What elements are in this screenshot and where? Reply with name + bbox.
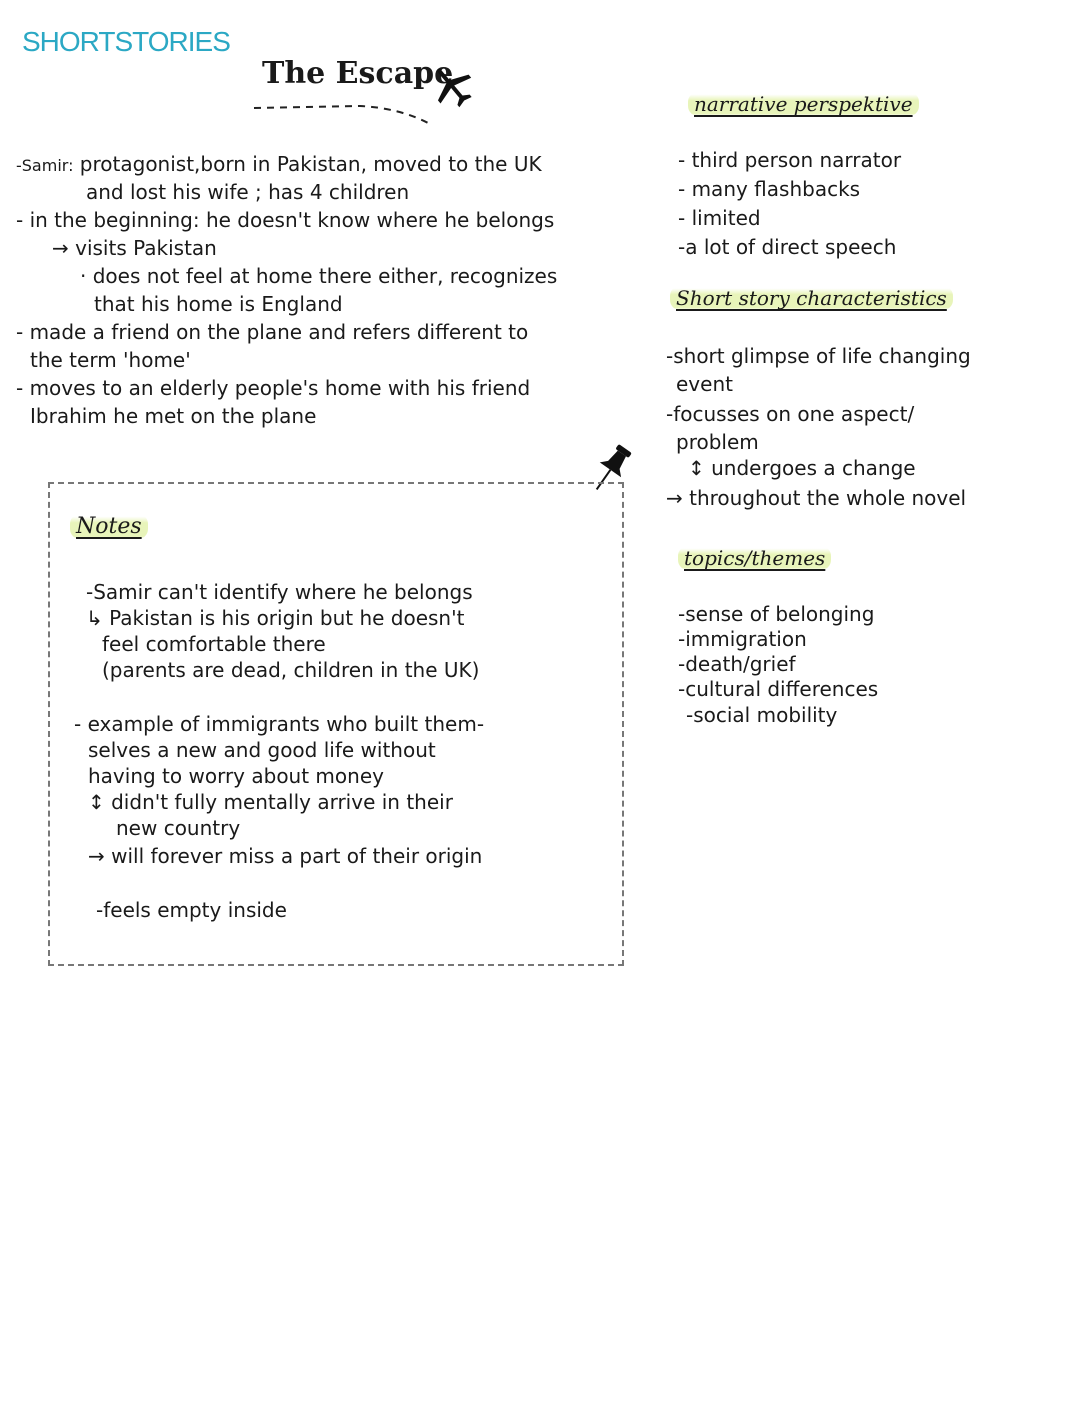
story-title: The Escape: [262, 56, 454, 91]
left-line-1: -Samir: protagonist,born in Pakistan, moved to the UK: [16, 152, 542, 176]
characteristics-line-6: → throughout the whole novel: [666, 486, 967, 510]
left-line-5: · does not feel at home there either, recognizes: [80, 264, 558, 288]
left-line-6: that his home is England: [94, 292, 343, 316]
notes-line-10: → will forever miss a part of their origin: [88, 844, 483, 868]
characteristics-heading: Short story characteristics: [670, 286, 953, 310]
characteristics-line-3: -focusses on one aspect/: [666, 402, 915, 426]
themes-heading: topics/themes: [678, 546, 831, 570]
narrative-line-1: - third person narrator: [678, 148, 902, 172]
left-line-3: - in the beginning: he doesn't know where he belongs: [16, 208, 555, 232]
themes-line-3: -death/grief: [678, 652, 796, 676]
left-line-7: - made a friend on the plane and refers different to: [16, 320, 529, 344]
left-line-10: Ibrahim he met on the plane: [30, 404, 317, 428]
characteristics-line-2: event: [676, 372, 733, 396]
notes-line-4: (parents are dead, children in the UK): [102, 658, 480, 682]
notes-heading: Notes: [70, 514, 148, 539]
airplane-icon: [428, 62, 476, 110]
narrative-line-2: - many flashbacks: [678, 177, 861, 201]
left-line-2: and lost his wife ; has 4 children: [86, 180, 410, 204]
notes-line-8: ↕ didn't fully mentally arrive in their: [88, 790, 453, 814]
left-line-9: - moves to an elderly people's home with his friend: [16, 376, 531, 400]
narrative-line-3: - limited: [678, 206, 761, 230]
themes-line-4: -cultural differences: [678, 677, 879, 701]
notes-line-1: -Samir can't identify where he belongs: [86, 580, 473, 604]
notes-line-2: ↳ Pakistan is his origin but he doesn't: [86, 606, 465, 630]
notes-line-11: -feels empty inside: [96, 898, 287, 922]
characteristics-line-1: -short glimpse of life changing: [666, 344, 971, 368]
notes-line-7: having to worry about money: [88, 764, 384, 788]
themes-line-1: -sense of belonging: [678, 602, 875, 626]
narrative-heading: narrative perspektive: [688, 92, 919, 116]
notes-line-3: feel comfortable there: [102, 632, 326, 656]
narrative-line-4: -a lot of direct speech: [678, 235, 897, 259]
notes-line-5: - example of immigrants who built them-: [74, 712, 485, 736]
left-line-8: the term 'home': [30, 348, 191, 372]
themes-line-2: -immigration: [678, 627, 807, 651]
section-header: SHORTSTORIES: [22, 26, 230, 57]
title-dashed-underline: [250, 96, 440, 132]
samir-label: -Samir:: [16, 156, 74, 175]
themes-line-5: -social mobility: [686, 703, 838, 727]
notes-box: [48, 482, 624, 966]
characteristics-line-4: problem: [676, 430, 759, 454]
notes-line-6: selves a new and good life without: [88, 738, 436, 762]
characteristics-line-5: ↕ undergoes a change: [688, 456, 916, 480]
notes-line-9: new country: [116, 816, 241, 840]
left-line-4: → visits Pakistan: [52, 236, 217, 260]
